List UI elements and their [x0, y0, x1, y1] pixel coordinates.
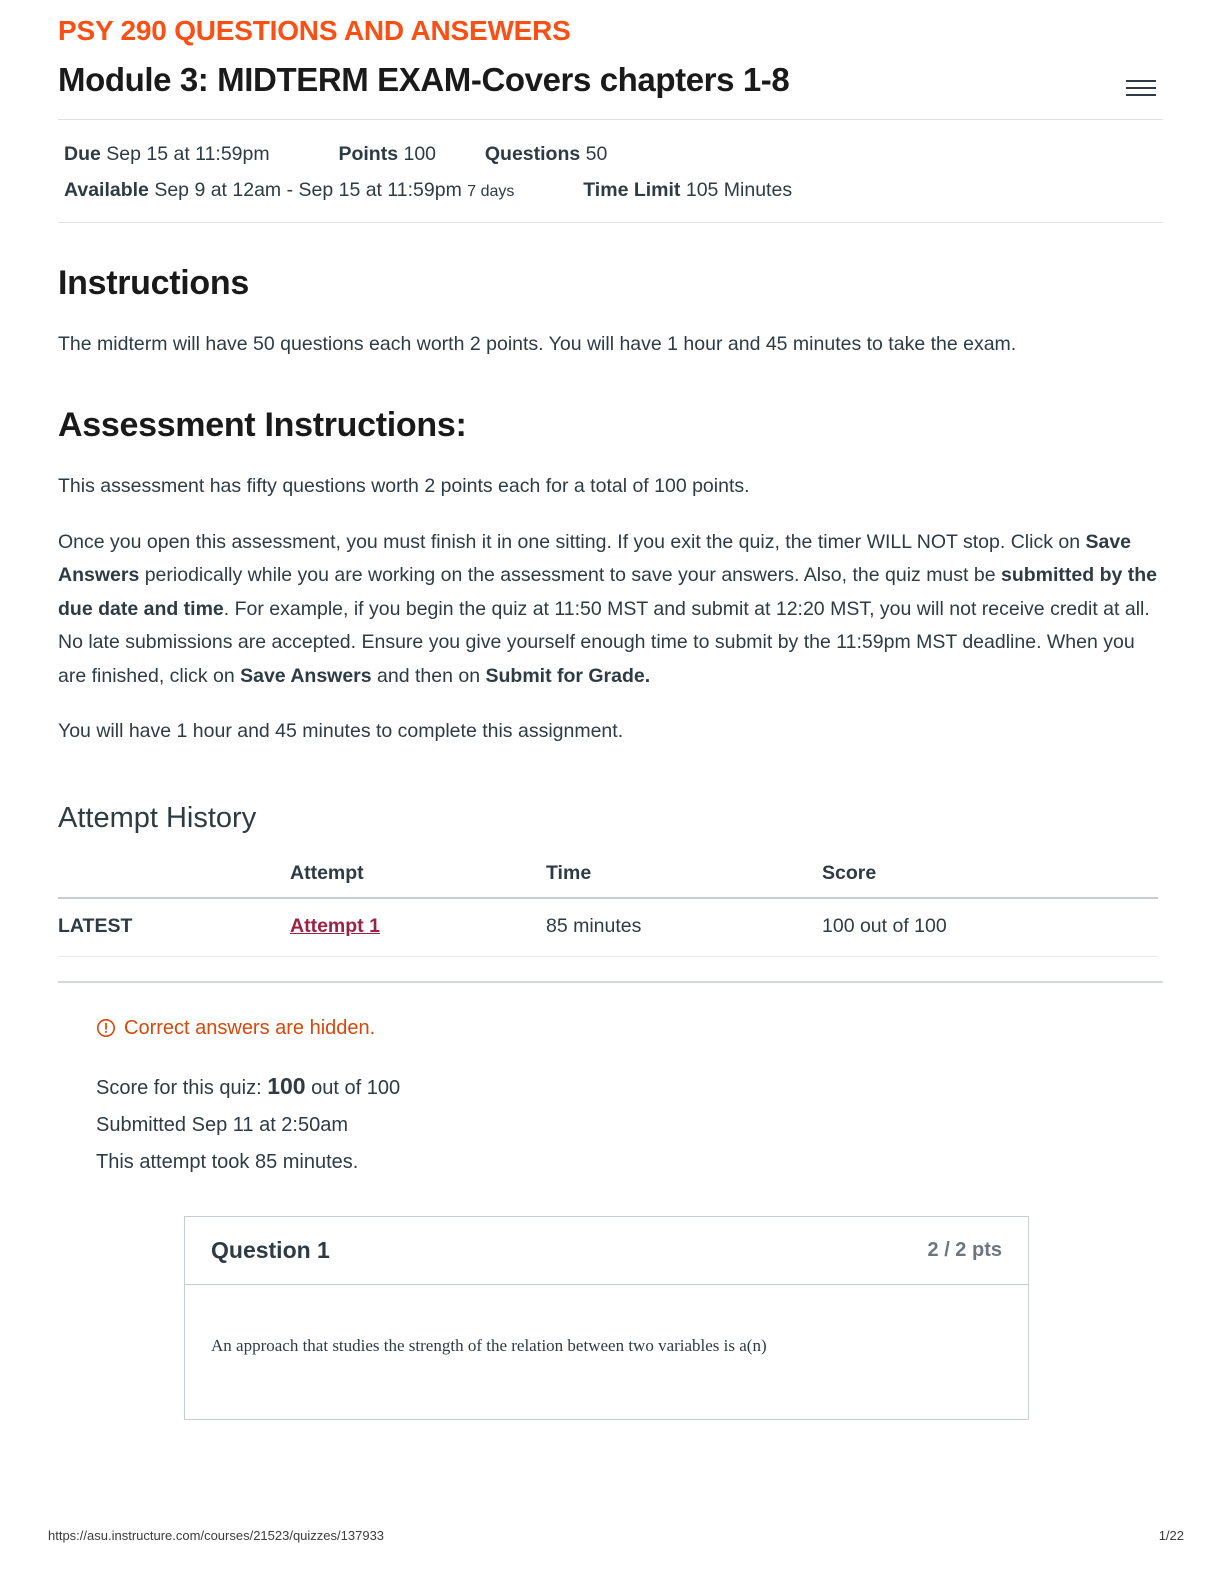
score-prefix: Score for this quiz:	[96, 1076, 268, 1099]
table-header-row	[58, 862, 1158, 898]
assessment-text-c: periodically while you are working on the assessment to save your answers. Also, the quiz must be	[139, 564, 1001, 587]
hamburger-menu-icon[interactable]	[1119, 71, 1163, 105]
assessment-text-e: and then on	[371, 664, 486, 687]
table-row	[58, 898, 1158, 957]
attempt-1-link[interactable]: Attempt 1	[290, 914, 380, 937]
page-content	[58, 0, 1163, 1420]
attempt-history-body	[58, 898, 1158, 957]
quiz-meta	[58, 120, 1163, 208]
question-card	[184, 1216, 1029, 1420]
meta-divider	[58, 222, 1163, 223]
score-value: 100	[267, 1072, 306, 1099]
attempt-history-heading: Attempt History	[58, 801, 257, 834]
hamburger-line	[1126, 87, 1156, 89]
assessment-instructions-heading: Assessment Instructions:	[58, 406, 467, 445]
score-line	[96, 1066, 1163, 1108]
attempt-time: 85 minutes	[546, 914, 642, 937]
title-row	[58, 61, 1163, 105]
available-value: Sep 9 at 12am - Sep 15 at 11:59pm	[154, 178, 462, 201]
score-suffix: out of 100	[305, 1076, 401, 1099]
column-header-time: Time	[546, 861, 592, 884]
warning-circle-icon	[96, 1018, 116, 1038]
page-title: Module 3: MIDTERM EXAM-Covers chapters 1-8	[58, 60, 790, 98]
question-points: 2 / 2 pts	[927, 1239, 1002, 1262]
footer-page-number: 1/22	[1158, 1528, 1184, 1543]
points-value: 100	[403, 142, 437, 165]
attempt-history-table	[58, 862, 1158, 957]
assessment-paragraph-2	[58, 526, 1163, 694]
hidden-answers-notice	[96, 1017, 1163, 1040]
quiz-meta-row-2	[64, 172, 1163, 208]
attempt-cell	[290, 898, 546, 957]
results-divider	[58, 981, 1163, 983]
submitted-line: Submitted Sep 11 at 2:50am	[96, 1114, 349, 1137]
instructions-heading: Instructions	[58, 263, 249, 302]
duration-line: This attempt took 85 minutes.	[96, 1150, 359, 1173]
due-value: Sep 15 at 11:59pm	[106, 142, 270, 165]
score-summary	[96, 1066, 1163, 1181]
available-duration: 7 days	[467, 182, 515, 200]
assessment-paragraph-3: You will have 1 hour and 45 minutes to complete this assignment.	[58, 720, 624, 743]
question-title: Question 1	[211, 1237, 330, 1264]
questions-label: Questions	[484, 142, 581, 165]
column-header-attempt: Attempt	[290, 861, 364, 884]
column-header-blank	[58, 862, 290, 898]
available-label: Available	[64, 178, 149, 201]
page-footer	[48, 1528, 1184, 1543]
hidden-answers-text: Correct answers are hidden.	[124, 1016, 376, 1039]
hamburger-line	[1126, 94, 1156, 96]
assessment-text-a: Once you open this assessment, you must finish it in one sitting. If you exit the quiz, the timer WILL NOT stop. Click on	[58, 530, 1086, 553]
time-limit-label: Time Limit	[583, 178, 681, 201]
due-date-emphasis: submitted by the due date and time	[58, 564, 1157, 620]
question-text: An approach that studies the strength of the relation between two variables is a(n)	[211, 1336, 767, 1356]
time-limit-value: 105 Minutes	[685, 178, 793, 201]
submit-for-grade-emphasis: Submit for Grade.	[485, 664, 651, 687]
attempt-score: 100 out of 100	[822, 914, 947, 937]
assessment-paragraph-1: This assessment has fifty questions worth 2 points each for a total of 100 points.	[58, 475, 750, 498]
quiz-meta-row-1	[64, 136, 1163, 172]
save-answers-emphasis-2: Save Answers	[240, 664, 372, 687]
assessment-text-d: . For example, if you begin the quiz at 11:50 MST and submit at 12:20 MST, you will not receive credit at all. No late submissions are accepted. Ensure you give yourself enough time to submit by the 11:59pm MST deadline. When you are finished, click on	[58, 597, 1150, 687]
latest-badge: LATEST	[58, 914, 133, 937]
footer-url: https://asu.instructure.com/courses/21523/quizzes/137933	[48, 1528, 385, 1543]
questions-value: 50	[585, 142, 608, 165]
question-header	[185, 1217, 1028, 1285]
save-answers-emphasis: Save Answers	[58, 530, 1132, 587]
column-header-score: Score	[822, 861, 877, 884]
hamburger-line	[1126, 80, 1156, 82]
attempt-history-head	[58, 862, 1158, 898]
results-section	[58, 1017, 1163, 1181]
course-banner: PSY 290 QUESTIONS AND ANSEWERS	[58, 15, 571, 46]
due-label: Due	[64, 142, 101, 165]
instructions-paragraph: The midterm will have 50 questions each worth 2 points. You will have 1 hour and 45 minutes to take the exam.	[58, 332, 1017, 355]
points-label: Points	[338, 142, 399, 165]
